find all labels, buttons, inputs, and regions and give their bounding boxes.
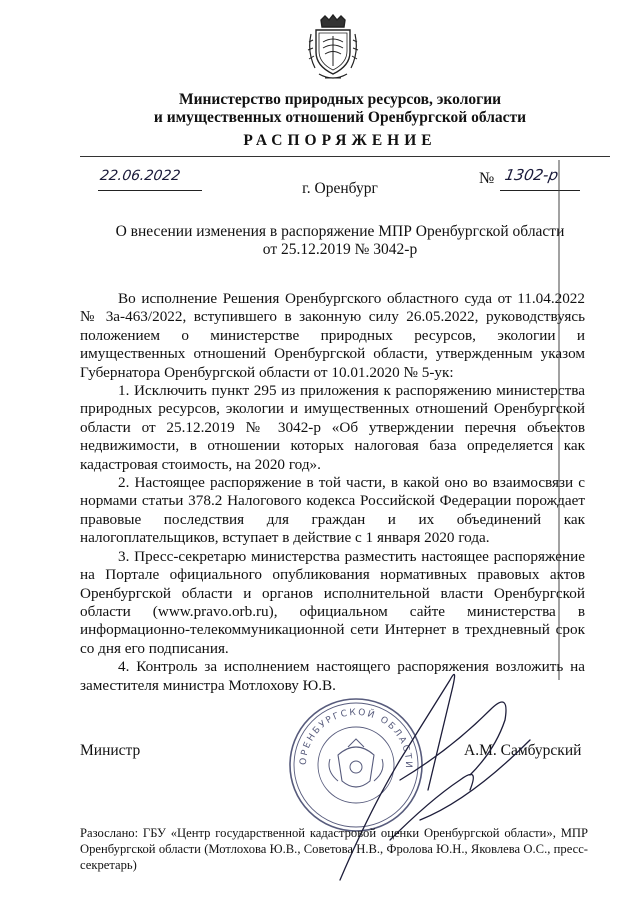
number-sign: №: [479, 170, 495, 187]
distribution-list: Разослано: ГБУ «Центр государственной кадастровой оценки Оренбургской области», МПР Оренбургской области (Мотлохова Ю.В., Советова Н.В., Фролова Ю.Н., Яковлева О.С., пресс-секретарь): [80, 826, 588, 872]
ministry-name-line2: и имущественных отношений Оренбургской области: [153, 109, 527, 126]
subject-line1: О внесении изменения в распоряжение МПР Оренбургской области: [115, 223, 565, 240]
document-body: [80, 290, 585, 695]
city: г. Оренбург: [302, 180, 378, 197]
orenburg-coat-of-arms-icon: [307, 14, 359, 84]
item-2-paragraph: 2. Настоящее распоряжение в той части, в какой оно во взаимосвязи с нормами статьи 378.2 Налогового кодекса Российской Федерации порождает правовые последствия для граждан и их объединений как налогоплательщиков, вступает в действие с 1 января 2020 года.: [80, 474, 585, 547]
item-4-paragraph: 4. Контроль за исполнением настоящего распоряжения возложить на заместителя министра Мотлохову Ю.В.: [80, 658, 585, 694]
document-type-title: РАСПОРЯЖЕНИЕ: [243, 132, 437, 149]
seal-text: ОРЕНБУРГСКОЙ ОБЛАСТИ: [298, 707, 414, 770]
ministry-name-line1: Министерство природных ресурсов, экологии: [178, 91, 502, 108]
document-date: 22.06.2022: [98, 168, 182, 184]
subject-line2: от 25.12.2019 № 3042-р: [262, 241, 418, 258]
item-1-paragraph: 1. Исключить пункт 295 из приложения к распоряжению министерства природных ресурсов, экологии и имущественных отношений Оренбургской области от 25.12.2019 № 3042-р «Об утверждении перечня объектов недвижимости, в отношении которых налоговая база определяется как кадастровая стоимость, на 2020 год».: [80, 382, 585, 473]
scan-margin-line: [558, 160, 560, 680]
document-number: 1302-р: [503, 166, 560, 184]
preamble-paragraph: Во исполнение Решения Оренбургского областного суда от 11.04.2022 № 3а-463/2022, вступившего в законную силу 26.05.2022, руководствуясь положением о министерстве природных ресурсов, экологии и имущественных отношений Оренбургской области, утвержденным указом Губернатора Оренбургской области от 10.01.2020 № 5-ук:: [80, 290, 585, 381]
signer-position: Министр: [80, 742, 141, 759]
signer-name: А.М. Самбурский: [464, 742, 582, 759]
item-3-paragraph: 3. Пресс-секретарю министерства разместить настоящее распоряжение на Портале официального опубликования нормативных правовых актов Оренбургской области и органов исполнительной власти Оренбургской области (www.pravo.orb.ru), официальном сайте министерства в информационно-телекоммуникационной сети Интернет в трехдневный срок со дня его подписания.: [80, 547, 585, 657]
header-divider: [80, 156, 610, 157]
